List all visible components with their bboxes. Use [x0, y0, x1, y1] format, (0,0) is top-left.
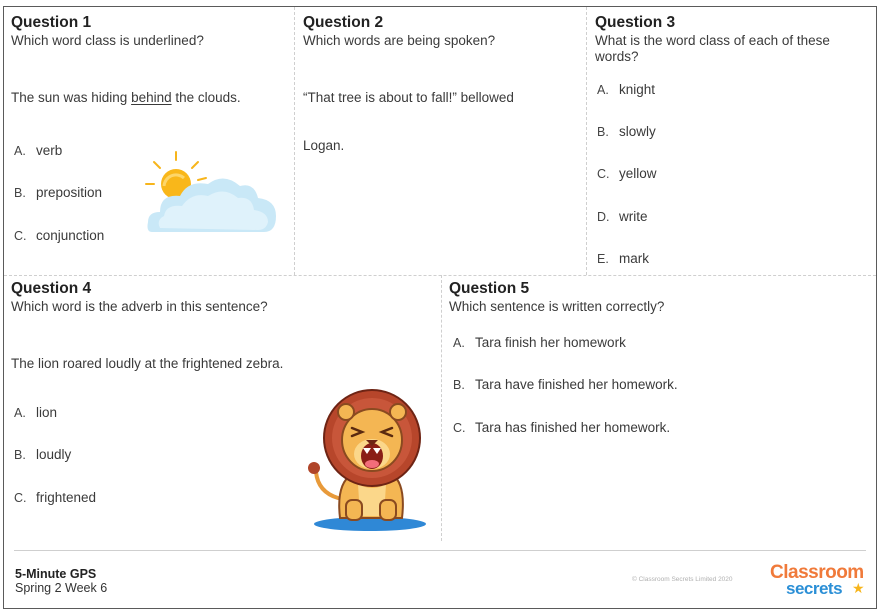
option-text: write	[619, 209, 648, 224]
option-text: verb	[36, 143, 63, 158]
option-text: Tara have finished her homework.	[475, 377, 678, 392]
option-letter: A.	[14, 406, 26, 420]
option-letter: B.	[14, 186, 26, 200]
option-letter: B.	[597, 125, 609, 139]
option-letter: E.	[597, 252, 609, 266]
option-letter: A.	[14, 144, 26, 158]
question-5-option-b	[453, 377, 678, 392]
question-4-prompt: Which word is the adverb in this sentence?	[11, 299, 268, 314]
question-1-option-b	[14, 185, 102, 200]
question-1-prompt: Which word class is underlined?	[11, 33, 204, 48]
divider-q2-q3	[586, 7, 587, 275]
sun-cloud-icon	[142, 150, 282, 238]
option-text: slowly	[619, 124, 656, 139]
sentence-part: the clouds.	[171, 90, 241, 105]
question-2-sentence-line-2: Logan.	[303, 138, 345, 153]
option-text: mark	[619, 251, 649, 266]
option-text: frightened	[36, 490, 97, 505]
option-text: Tara finish her homework	[475, 335, 626, 350]
option-letter: C.	[597, 167, 610, 181]
option-letter: A.	[453, 336, 465, 350]
question-5-prompt: Which sentence is written correctly?	[449, 299, 665, 314]
logo-text-bottom: secrets	[786, 579, 843, 598]
question-2-title: Question 2	[303, 14, 384, 31]
option-letter: B.	[14, 448, 26, 462]
question-4-option-a	[14, 405, 57, 420]
question-5-option-c	[453, 420, 670, 435]
option-text: yellow	[619, 166, 657, 181]
question-5-title: Question 5	[449, 280, 530, 297]
roaring-lion-icon	[300, 388, 435, 536]
option-letter: D.	[597, 210, 610, 224]
question-4-option-b	[14, 447, 71, 462]
logo-text-top: Classroom	[770, 562, 864, 583]
question-5-option-a	[453, 335, 626, 350]
question-3-option-b	[597, 124, 656, 139]
option-text: knight	[619, 82, 656, 97]
option-text: lion	[36, 405, 58, 420]
option-letter: A.	[597, 83, 609, 97]
question-1-option-c	[14, 228, 104, 243]
question-3-option-a	[597, 82, 655, 97]
question-2-sentence-line-1: “That tree is about to fall!” bellowed	[303, 90, 514, 105]
option-letter: C.	[14, 229, 27, 243]
option-text: Tara has finished her homework.	[475, 420, 671, 435]
classroom-secrets-logo	[768, 562, 868, 602]
question-1-option-a	[14, 143, 62, 158]
question-2-prompt: Which words are being spoken?	[303, 33, 496, 48]
question-4-sentence: The lion roared loudly at the frightened zebra.	[11, 356, 284, 371]
sentence-part: The sun was hiding	[11, 90, 132, 105]
option-letter: C.	[453, 421, 466, 435]
option-text: loudly	[36, 447, 72, 462]
option-text: conjunction	[36, 228, 105, 243]
question-3-option-e	[597, 251, 649, 266]
divider-q4-q5	[441, 275, 442, 541]
question-3-option-d	[597, 209, 648, 224]
footer-title: 5-Minute GPS	[15, 567, 97, 581]
question-1-title: Question 1	[11, 14, 92, 31]
underlined-word: behind	[131, 90, 172, 105]
option-text: preposition	[36, 185, 103, 200]
star-icon: ★	[852, 580, 865, 596]
divider-q1-q2	[294, 7, 295, 275]
question-3-option-c	[597, 166, 657, 181]
option-letter: C.	[14, 491, 27, 505]
question-1-sentence	[11, 90, 241, 105]
question-3-title: Question 3	[595, 14, 676, 31]
question-3-prompt: What is the word class of each of these words?	[595, 33, 830, 64]
question-4-title: Question 4	[11, 280, 92, 297]
question-4-option-c	[14, 490, 96, 505]
footer-week: Spring 2 Week 6	[15, 581, 108, 595]
copyright-notice: © Classroom Secrets Limited 2020	[632, 576, 733, 583]
option-letter: B.	[453, 378, 465, 392]
divider-top-bottom	[4, 275, 876, 276]
footer-divider	[14, 550, 866, 551]
